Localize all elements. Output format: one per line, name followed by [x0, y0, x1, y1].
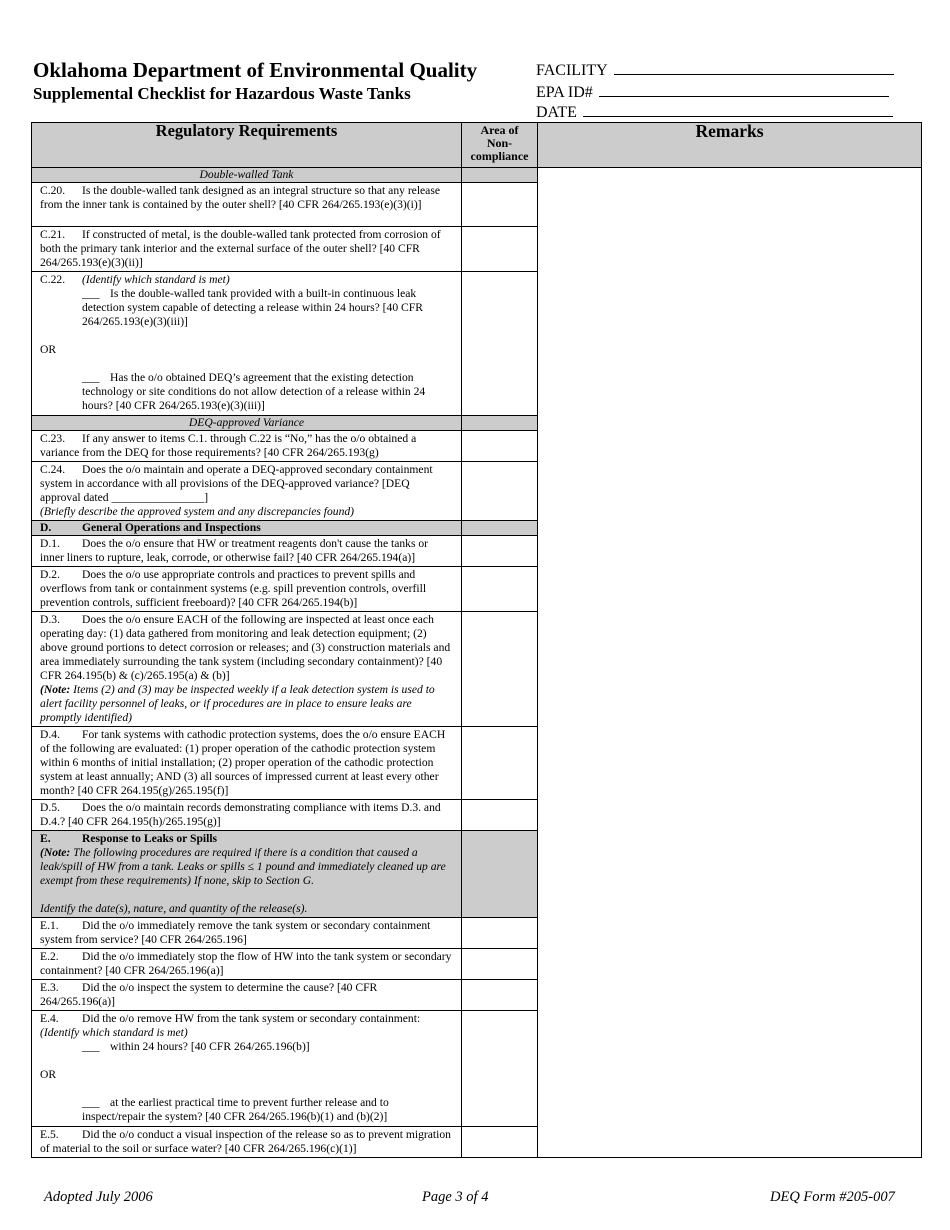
- section-variance: DEQ-approved Variance: [32, 416, 462, 431]
- item-number: D.3.: [40, 613, 60, 626]
- section-instruction: Identify the date(s), nature, and quantity of the release(s).: [40, 902, 308, 915]
- item-number: D.5.: [40, 801, 60, 814]
- item-c23: [32, 431, 462, 462]
- item-number: D.2.: [40, 568, 60, 581]
- item-text: Does the o/o use appropriate controls and practices to prevent spills and overflows from tank or containment systems (e.g. spill prevention controls, overfill prevention controls, sufficient freeboard)? [40 CFR 264/265.194(b)]: [40, 568, 427, 609]
- noncompliance-cell[interactable]: [462, 431, 538, 462]
- epa-id-line[interactable]: [599, 82, 889, 97]
- item-text: For tank systems with cathodic protection systems, does the o/o ensure EACH of the following are evaluated: (1) proper operation of the cathodic protection system within 6 months of initial installation; (2) proper operation of the cathodic protection system at least annually; AND (3) all sources of impressed current at least every other month? [40 CFR 264.195(g)/265.195(f)]: [40, 728, 446, 797]
- noncompliance-cell[interactable]: [462, 1127, 538, 1158]
- note-label: (Note:: [40, 683, 71, 696]
- noncompliance-cell[interactable]: [462, 949, 538, 980]
- item-c21: [32, 227, 462, 272]
- noncompliance-cell[interactable]: [462, 980, 538, 1011]
- section-number: D.: [40, 521, 52, 534]
- item-c20: [32, 183, 462, 227]
- noncompliance-cell[interactable]: [462, 831, 538, 918]
- footer-page-number: Page 3 of 4: [422, 1189, 489, 1205]
- facility-field[interactable]: [536, 60, 894, 80]
- section-e-heading: [32, 831, 462, 918]
- item-number: C.20.: [40, 184, 66, 197]
- note-text: Items (2) and (3) may be inspected weekly if a leak detection system is used to alert facility personnel of leaks, or if procedures are in place to ensure leaks are promptly identified): [40, 683, 435, 724]
- noncompliance-cell[interactable]: [462, 1011, 538, 1127]
- col-requirements-header: Regulatory Requirements: [32, 123, 462, 168]
- item-text: Did the o/o inspect the system to determine the cause? [40 CFR 264/265.196(a)]: [40, 981, 378, 1008]
- item-text: If any answer to items C.1. through C.22 is “No,” has the o/o obtained a variance from the DEQ for those requirements? [40 CFR 264/265.193(g): [40, 432, 417, 459]
- noncompliance-cell[interactable]: [462, 612, 538, 727]
- option-blank[interactable]: ___: [82, 371, 100, 384]
- col-noncompliance-header: Area of Non-compliance: [462, 123, 538, 168]
- item-text: Did the o/o immediately remove the tank system or secondary containment system from service? [40 CFR 264/265.196]: [40, 919, 431, 946]
- noncompliance-cell[interactable]: [462, 567, 538, 612]
- option-blank[interactable]: ___: [82, 1096, 100, 1109]
- item-d4: [32, 727, 462, 800]
- item-number: D.4.: [40, 728, 60, 741]
- item-e3: [32, 980, 462, 1011]
- facility-line[interactable]: [614, 60, 894, 75]
- date-line[interactable]: [583, 102, 893, 117]
- noncompliance-cell[interactable]: [462, 183, 538, 227]
- noncompliance-cell[interactable]: [462, 168, 538, 183]
- date-field[interactable]: [536, 102, 893, 122]
- noncompliance-cell[interactable]: [462, 800, 538, 831]
- footer-adopted: Adopted July 2006: [44, 1189, 153, 1205]
- option-text: at the earliest practical time to prevent further release and to inspect/repair the system? [40 CFR 264/265.196(b)(1) and (b)(2)]: [82, 1096, 389, 1123]
- or-label: OR: [40, 1068, 57, 1081]
- option-blank[interactable]: ___: [82, 1040, 100, 1053]
- note-text: The following procedures are required if there is a condition that caused a leak/spill of HW from a tank. Leaks or spills ≤ 1 pound and immediately cleaned up are exempt from these requirements) If none, skip to Section G.: [40, 846, 446, 887]
- item-number: C.22.: [40, 273, 66, 286]
- epa-id-field[interactable]: [536, 82, 889, 102]
- item-e2: [32, 949, 462, 980]
- section-d-heading: [32, 521, 462, 536]
- item-c22: [32, 272, 462, 416]
- document-title: Oklahoma Department of Environmental Quality: [33, 58, 478, 82]
- item-e4: [32, 1011, 462, 1127]
- noncompliance-cell[interactable]: [462, 416, 538, 431]
- item-number: E.2.: [40, 950, 59, 963]
- item-text: Did the o/o immediately stop the flow of HW into the tank system or secondary containment? [40 CFR 264/265.196(a)]: [40, 950, 452, 977]
- noncompliance-cell[interactable]: [462, 462, 538, 521]
- section-double-walled-tank: Double-walled Tank: [32, 168, 462, 183]
- item-number: E.3.: [40, 981, 59, 994]
- option-text: within 24 hours? [40 CFR 264/265.196(b)]: [110, 1040, 310, 1053]
- or-label: OR: [40, 343, 57, 356]
- item-text: Does the o/o maintain and operate a DEQ-approved secondary containment system in accordance with all provisions of the DEQ-approved variance? [DEQ approval dated ________________]: [40, 463, 433, 504]
- item-number: D.1.: [40, 537, 60, 550]
- item-number: E.4.: [40, 1012, 59, 1025]
- item-text: Does the o/o maintain records demonstrating compliance with items D.3. and D.4.? [40 CFR 264.195(h)/265.195(g)]: [40, 801, 441, 828]
- item-d3: [32, 612, 462, 727]
- option-blank[interactable]: ___: [82, 287, 100, 300]
- table-header-row: [32, 123, 922, 168]
- item-text: Is the double-walled tank designed as an integral structure so that any release from the inner tank is contained by the outer shell? [40 CFR 264/265.193(e)(3)(i)]: [40, 184, 440, 211]
- item-text: Does the o/o ensure that HW or treatment reagents don't cause the tanks or inner liners to rupture, leak, corrode, or otherwise fail? [40 CFR 264/265.194(a)]: [40, 537, 429, 564]
- noncompliance-cell[interactable]: [462, 727, 538, 800]
- section-number: E.: [40, 832, 51, 845]
- item-number: C.24.: [40, 463, 66, 476]
- noncompliance-cell[interactable]: [462, 521, 538, 536]
- item-number: C.21.: [40, 228, 66, 241]
- option-text: Is the double-walled tank provided with a built-in continuous leak detection system capable of detecting a release within 24 hours? [40 CFR 264/265.193(e)(3)(iii)]: [82, 287, 423, 328]
- checklist-table: [31, 122, 922, 1158]
- item-d2: [32, 567, 462, 612]
- item-instruction: (Identify which standard is met): [40, 1026, 188, 1039]
- item-text: If constructed of metal, is the double-walled tank protected from corrosion of both the primary tank interior and the external surface of the outer shell? [40 CFR 264/265.193(e)(3)(ii)]: [40, 228, 441, 269]
- date-label: DATE: [536, 104, 577, 121]
- item-instruction: (Identify which standard is met): [82, 273, 230, 286]
- option-text: Has the o/o obtained DEQ’s agreement that the existing detection technology or site conditions do not allow detection of a release within 24 hours? [40 CFR 264/265.193(e)(3)(iii)]: [82, 371, 426, 412]
- item-text: Does the o/o ensure EACH of the following are inspected at least once each operating day: (1) data gathered from monitoring and leak detection equipment; (2) above ground portions to detect corrosion or releases; and (3) construction materials and area immediately surrounding the tank system (including secondary containment)? [40 CFR 264.195(b) & (c)/265.195(a) & (b)]: [40, 613, 451, 682]
- item-e5: [32, 1127, 462, 1158]
- item-c24: [32, 462, 462, 521]
- note-label: (Note:: [40, 846, 71, 859]
- item-text: Did the o/o remove HW from the tank system or secondary containment:: [82, 1012, 421, 1025]
- item-d1: [32, 536, 462, 567]
- noncompliance-cell[interactable]: [462, 918, 538, 949]
- item-instruction: (Briefly describe the approved system and any discrepancies found): [40, 505, 355, 518]
- epa-id-label: EPA ID#: [536, 84, 593, 101]
- section-row: [32, 168, 922, 183]
- item-d5: [32, 800, 462, 831]
- section-title: General Operations and Inspections: [82, 521, 261, 534]
- section-title: Response to Leaks or Spills: [82, 832, 218, 845]
- item-number: E.1.: [40, 919, 59, 932]
- noncompliance-cell[interactable]: [462, 227, 538, 272]
- facility-label: FACILITY: [536, 62, 608, 79]
- item-e1: [32, 918, 462, 949]
- document-subtitle: Supplemental Checklist for Hazardous Waste Tanks: [33, 84, 411, 103]
- noncompliance-cell[interactable]: [462, 272, 538, 416]
- footer-form-number: DEQ Form #205-007: [770, 1189, 895, 1205]
- remarks-cell[interactable]: [538, 168, 922, 1158]
- col-remarks-header: Remarks: [538, 123, 922, 168]
- item-number: E.5.: [40, 1128, 59, 1141]
- noncompliance-cell[interactable]: [462, 536, 538, 567]
- item-number: C.23.: [40, 432, 66, 445]
- item-text: Did the o/o conduct a visual inspection of the release so as to prevent migration of material to the soil or surface water? [40 CFR 264/265.196(c)(1)]: [40, 1128, 451, 1155]
